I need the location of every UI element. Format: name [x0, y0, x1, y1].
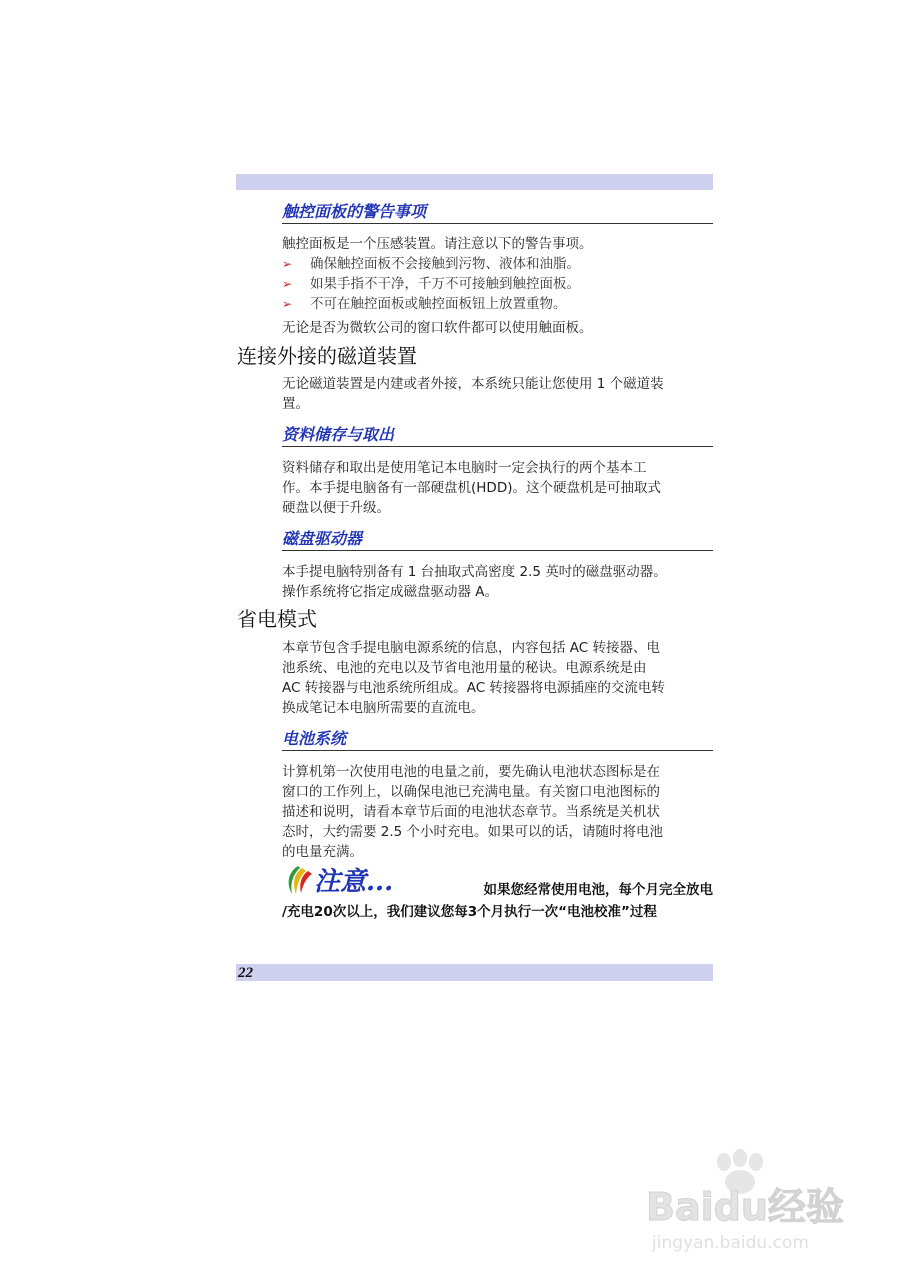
battery-line3: 描述和说明，请看本章节后面的电池状态章节。当系统是关机状 [282, 804, 660, 820]
subheading-disk-drive: 磁盘驱动器 [282, 528, 713, 551]
power-saving-line3: AC 转接器与电池系统所组成。AC 转接器将电源插座的交流电转 [282, 680, 665, 696]
battery-line5: 的电量充满。 [282, 844, 363, 860]
touchpad-outro: 无论是否为微软公司的窗口软件都可以使用触面板。 [282, 320, 593, 336]
power-saving-line1: 本章节包含手提电脑电源系统的信息，内容包括 AC 转接器、电 [282, 640, 661, 656]
subheading-battery: 电池系统 [282, 728, 713, 751]
watermark-url: jingyan.baidu.com [652, 1233, 809, 1253]
storage-line2: 作。本手提电脑备有一部硬盘机(HDD)。这个硬盘机是可抽取式 [282, 480, 661, 496]
bullet-item: ➢ 确保触控面板不会接触到污物、液体和油脂。 [282, 256, 580, 272]
watermark-brand: Baidu经验 [646, 1185, 844, 1229]
power-saving-line4: 换成笔记本电脑所需要的直流电。 [282, 700, 485, 716]
external-drive-line2: 置。 [282, 396, 309, 412]
note-label: 注意... [314, 867, 394, 896]
subheading-storage: 资料储存与取出 [282, 424, 713, 447]
subheading-touchpad-warning: 触控面板的警告事项 [282, 201, 713, 224]
bullet-item: ➢ 不可在触控面板或触控面板钮上放置重物。 [282, 296, 567, 312]
external-drive-line1: 无论磁道装置是内建或者外接，本系统只能让您使用 1 个磁道装 [282, 376, 664, 392]
disk-drive-line2: 操作系统将它指定成磁盘驱动器 A。 [282, 584, 499, 600]
baidu-watermark [642, 1148, 862, 1258]
storage-line3: 硬盘以便于升级。 [282, 500, 390, 516]
battery-line4: 态时，大约需要 2.5 个小时充电。如果可以的话，请随时将电池 [282, 824, 664, 840]
page-number: 22 [238, 965, 253, 981]
heading-power-saving: 省电模式 [237, 607, 317, 631]
note-line2: /充电20次以上，我们建议您每3个月执行一次“电池校准”过程 [282, 904, 657, 920]
header-band [236, 174, 713, 190]
arrow-bullet-icon: ➢ [282, 257, 293, 271]
power-saving-line2: 池系统、电池的充电以及节省电池用量的秘诀。电源系统是由 [282, 660, 647, 676]
touchpad-intro: 触控面板是一个压感装置。请注意以下的警告事项。 [282, 236, 593, 252]
footer-band [236, 964, 713, 981]
battery-line1: 计算机第一次使用电池的电量之前，要先确认电池状态图标是在 [282, 764, 660, 780]
arrow-bullet-icon: ➢ [282, 277, 293, 291]
bullet-item: ➢ 如果手指不干净，千万不可接触到触控面板。 [282, 276, 580, 292]
arrow-bullet-icon: ➢ [282, 297, 293, 311]
heading-external-drive: 连接外接的磁道装置 [237, 344, 417, 368]
note-line1: 如果您经常使用电池，每个月完全放电 [483, 882, 713, 898]
storage-line1: 资料储存和取出是使用笔记本电脑时一定会执行的两个基本工 [282, 460, 647, 476]
battery-line2: 窗口的工作列上，以确保电池已充满电量。有关窗口电池图标的 [282, 784, 660, 800]
disk-drive-line1: 本手提电脑特别备有 1 台抽取式高密度 2.5 英吋的磁盘驱动器。 [282, 564, 667, 580]
